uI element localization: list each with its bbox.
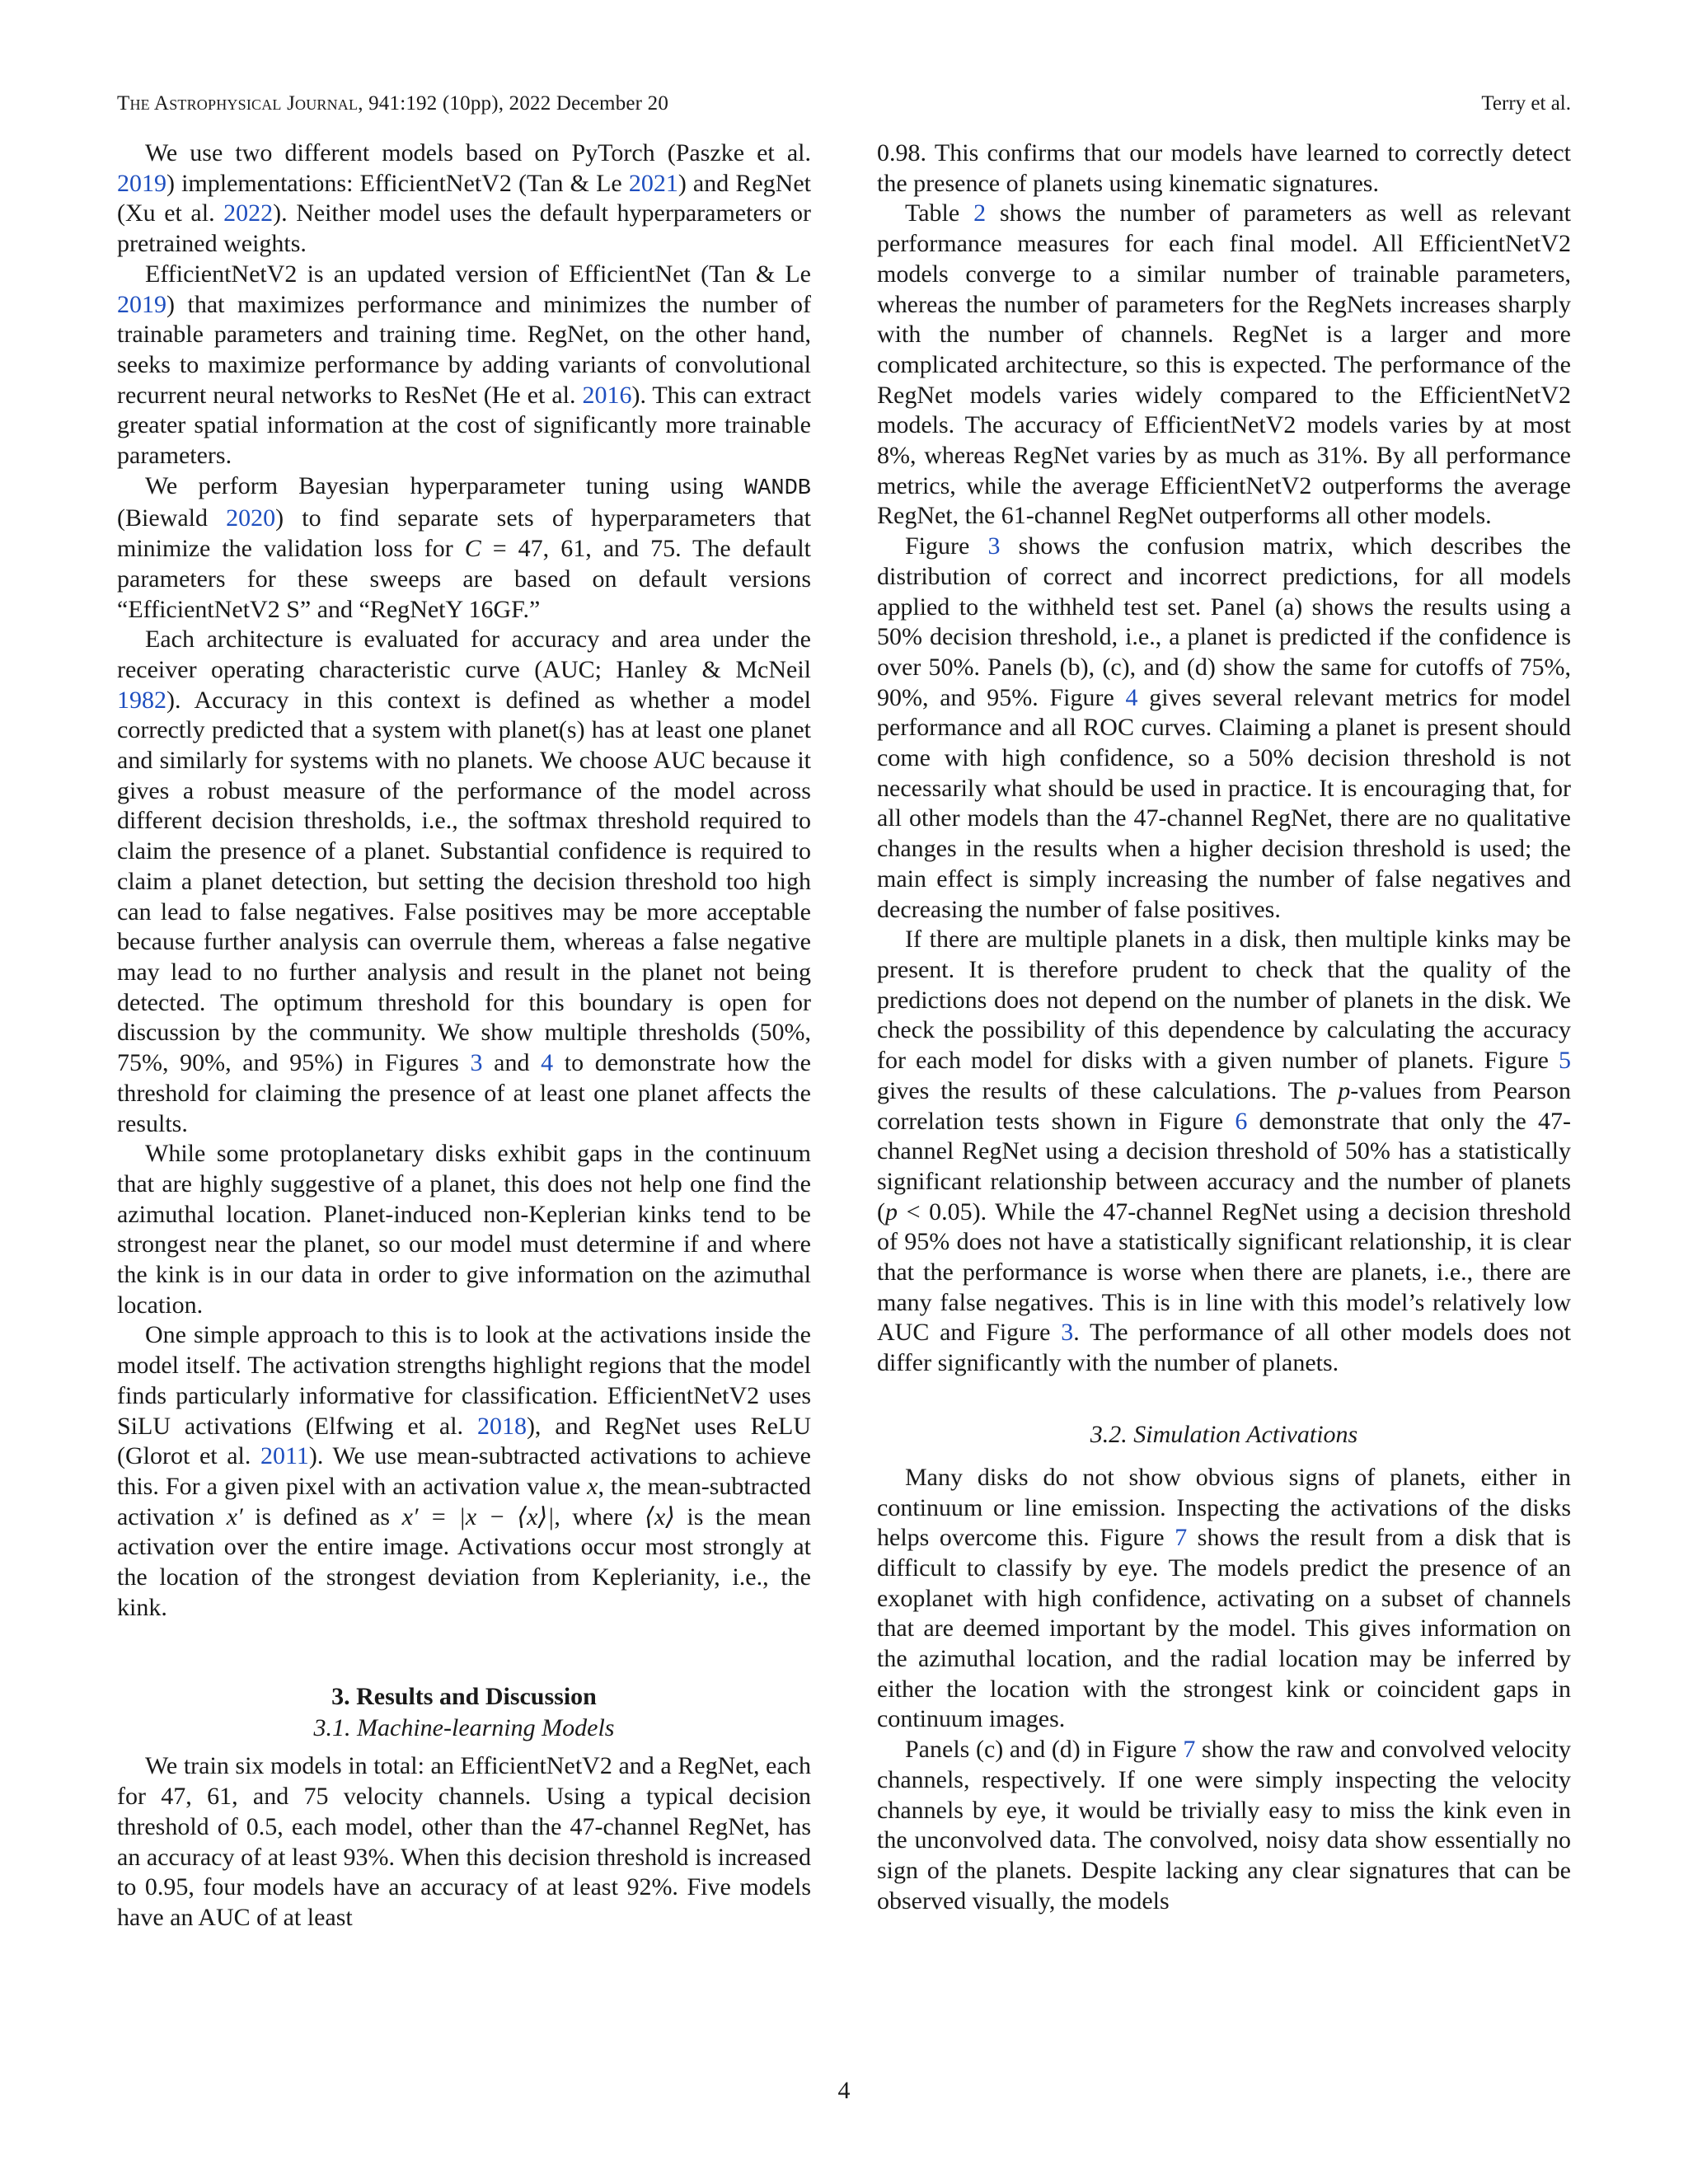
text: to demonstrate how the threshold for claiming the presence of at least one planet affects the results. (117, 1049, 811, 1137)
text: EfficientNetV2 is an updated version of EfficientNet (Tan & Le (145, 260, 811, 288)
figure-link[interactable]: 3 (987, 532, 1001, 560)
text: Table (905, 199, 974, 227)
text: ). Accuracy in this context is defined as whether a model correctly predicted that a system with planet(s) has at least one planet and similarly for systems with no planets. We choose AUC because it gives a robust measure of the performance of the model across different decision thresholds, i.e., the softmax threshold required to claim the presence of a planet. Substantial confidence is required to claim a planet detection, but setting the decision threshold too high can lead to false negatives. False positives may be more acceptable because further analysis can overrule them, whereas a false negative may lead to no further analysis and result in the planet not being detected. The optimum threshold for this boundary is open for discussion by the community. We show multiple thresholds (50%, 75%, 90%, and 95%) in Figures (117, 686, 811, 1077)
math-variable: p (1338, 1076, 1351, 1104)
math-variable: x (587, 1472, 598, 1500)
math-variable: C (464, 535, 481, 563)
math-variable: p (885, 1197, 898, 1226)
text: ). We use mean-subtracted activations to achieve this. For a given pixel with an activation value (117, 1442, 811, 1500)
citation-link[interactable]: 2011 (260, 1442, 309, 1470)
citation-link[interactable]: 2016 (582, 381, 632, 409)
text: ) that maximizes performance and minimizes the number of trainable parameters and training time. RegNet, on the other hand, seeks to maximize performance by adding variants of convolutional recurrent neural networks to ResNet (He et al. (117, 290, 811, 409)
text: Figure (905, 532, 988, 560)
text: < 0.05). While the 47-channel RegNet using a decision threshold of 95% does not have a statistically significant relationship, it is clear that the performance is worse when there are planets, i.e., there are many false negatives. This is in line with this model’s relatively low AUC and Figure (877, 1197, 1571, 1347)
text: . The performance of all other models does not differ significantly with the number of planets. (877, 1319, 1571, 1377)
journal-citation (117, 92, 668, 115)
text: -values from Pearson correlation tests shown in Figure (877, 1076, 1571, 1135)
text: ) and RegNet (Xu et al. (117, 169, 811, 227)
text: gives the results of these calculations. The (877, 1076, 1339, 1104)
citation-link[interactable]: 2019 (117, 290, 166, 318)
citation-link[interactable]: 2018 (476, 1412, 527, 1440)
text: (Biewald (117, 504, 227, 532)
paragraph (117, 625, 811, 1139)
figure-link[interactable]: 7 (1183, 1736, 1196, 1764)
text: demonstrate that only the 47-channel RegNet using a decision threshold of 50% has a statistically significant relationship between accuracy and the number of planets ( (877, 1107, 1571, 1226)
text: is defined as (242, 1502, 402, 1530)
text: We perform Bayesian hyperparameter tuning using (145, 471, 744, 499)
paragraph (117, 1320, 811, 1623)
citation-link[interactable]: 1982 (117, 686, 166, 714)
text: We use two different models based on PyTorch (Paszke et al. (145, 139, 811, 166)
paragraph (877, 532, 1571, 925)
paragraph (877, 925, 1571, 1379)
figure-link[interactable]: 3 (1061, 1319, 1074, 1347)
code-term: WANDB (743, 476, 811, 501)
paragraph (877, 199, 1571, 532)
subsection-heading: 3.2. Simulation Activations (1090, 1420, 1358, 1448)
text: ). Neither model uses the default hyperparameters or pretrained weights. (117, 199, 811, 258)
text: shows the result from a disk that is difficult to classify by eye. The models predict the presence of an exoplanet with high confidence, activating on a subset of channels that are deemed important by the model. This gives information on the azimuthal location, and the radial location may be inferred by either the location with the strongest kink or coincident gaps in continuum images. (877, 1524, 1571, 1733)
figure-link[interactable]: 4 (1125, 683, 1138, 711)
paragraph: While some protoplanetary disks exhibit gaps in the continuum that are highly suggestive of a planet, this does not help one find the azimuthal location. Planet-induced non-Keplerian kinks tend to be strongest near the planet, so our model must determine if and where the kink is in our data in order to give information on the azimuthal location. (117, 1140, 811, 1319)
figure-link[interactable]: 6 (1235, 1107, 1248, 1135)
math-variable: ⟨x⟩ (645, 1502, 675, 1530)
text: ), and RegNet uses ReLU (Glorot et al. (117, 1412, 811, 1470)
paragraph (117, 471, 811, 626)
journal-name: The Astrophysical Journal (117, 92, 359, 115)
text: One simple approach to this is to look at the activations inside the model itself. The activation strengths highlight regions that the model finds particularly informative for classification. EfficientNetV2 uses SiLU activations (Elfwing et al. (117, 1321, 811, 1440)
citation-link[interactable]: 2022 (223, 199, 274, 227)
citation-link[interactable]: 2019 (117, 169, 166, 197)
text: show the raw and convolved velocity channels, respectively. If one were simply inspecting the velocity channels by eye, it would be trivially easy to miss the kink even in the unconvolved data. The convolved, noisy data show essentially no sign of the planets. Despite lacking any clear signatures that can be observed visually, the models (877, 1736, 1571, 1915)
paragraph: 0.98. This confirms that our models have learned to correctly detect the presence of planets using kinematic signatures. (877, 139, 1571, 197)
text: Panels (c) and (d) in Figure (905, 1736, 1184, 1764)
text: Each architecture is evaluated for accuracy and area under the receiver operating characteristic curve (AUC; Hanley & McNeil (117, 626, 811, 683)
right-column (877, 138, 1571, 1916)
text: , where (554, 1502, 645, 1530)
text: , the mean-subtracted activation (117, 1472, 812, 1530)
running-header (117, 92, 1571, 125)
page-number: 4 (837, 2077, 851, 2104)
paragraph (117, 138, 811, 260)
text: ) to find separate sets of hyperparameters that minimize the validation loss for (117, 504, 811, 563)
table-link[interactable]: 2 (973, 199, 987, 227)
subsection-heading: 3.1. Machine-learning Models (313, 1714, 615, 1742)
math-equation: x′ = |x − ⟨x⟩| (401, 1502, 555, 1530)
citation-link[interactable]: 2020 (226, 504, 276, 532)
text: ) implementations: EfficientNetV2 (Tan & Le (166, 169, 629, 197)
paragraph (117, 260, 811, 471)
text: shows the number of parameters as well as relevant performance measures for each final model. All EfficientNetV2 models converge to a similar number of trainable parameters, whereas the number of parameters for the RegNets increases sharply with the number of channels. RegNet is a larger and more complicated architecture, so this is expected. The performance of the RegNet models varies widely compared to the EfficientNetV2 models. The accuracy of EfficientNetV2 models varies by at most 8%, whereas RegNet varies by as much as 31%. By all performance metrics, while the average EfficientNetV2 outperforms the average RegNet, the 61-channel RegNet outperforms all other models. (877, 199, 1572, 530)
text: is the mean activation over the entire image. Activations occur most strongly at the location of the strongest deviation from Keplerianity, i.e., the kink. (117, 1502, 811, 1621)
author-names: Terry et al. (1481, 92, 1571, 115)
text: = 47, 61, and 75. The default parameters for these sweeps are based on default versions “EfficientNetV2 S” and “RegNetY 16GF.” (117, 535, 811, 623)
text: and (482, 1049, 542, 1077)
paragraph (877, 1463, 1571, 1735)
text: ). This can extract greater spatial information at the cost of significantly more trainable parameters. (117, 381, 811, 470)
section-heading: 3. Results and Discussion (331, 1683, 597, 1711)
text: Many disks do not show obvious signs of planets, either in continuum or line emission. Inspecting the activations of the disks helps overcome this. Figure (877, 1463, 1571, 1552)
citation-link[interactable]: 2021 (628, 169, 678, 197)
math-variable: x′ (226, 1502, 243, 1530)
figure-link[interactable]: 4 (541, 1049, 554, 1077)
text: If there are multiple planets in a disk, then multiple kinks may be present. It is therefore prudent to check that the quality of the predictions does not depend on the number of planets in the disk. We check the possibility of this dependence by calculating the accuracy for each model for disks with a given number of planets. Figure (877, 926, 1571, 1075)
left-column (117, 138, 811, 1933)
figure-link[interactable]: 7 (1175, 1524, 1188, 1552)
text: shows the confusion matrix, which describes the distribution of correct and incorrect predictions, for all models applied to the withheld test set. Panel (a) shows the results using a 50% decision threshold, i.e., a planet is predicted if the confidence is over 50%. Panels (b), (c), and (d) show the same for cutoffs of 75%, 90%, and 95%. Figure (877, 532, 1571, 711)
text: gives several relevant metrics for model performance and all ROC curves. Claiming a planet is present should come with high confidence, so a 50% decision threshold is not necessarily what should be used in practice. It is encouraging that, for all other models than the 47-channel RegNet, there are no qualitative changes in the results when a higher decision threshold is used; the main effect is simply increasing the number of false negatives and decreasing the number of false positives. (877, 683, 1571, 923)
paragraph: We train six models in total: an EfficientNetV2 and a RegNet, each for 47, 61, and 75 velocity channels. Using a typical decision threshold of 0.5, each model, other than the 47-channel RegNet, has an accuracy of at least 93%. When this decision threshold is increased to 0.95, four models have an accuracy of at least 92%. Five models have an AUC of at least (117, 1752, 811, 1931)
citation-info: , 941:192 (10pp), 2022 December 20 (358, 92, 669, 115)
paragraph (877, 1735, 1571, 1916)
figure-link[interactable]: 5 (1559, 1047, 1571, 1075)
figure-link[interactable]: 3 (470, 1049, 483, 1077)
